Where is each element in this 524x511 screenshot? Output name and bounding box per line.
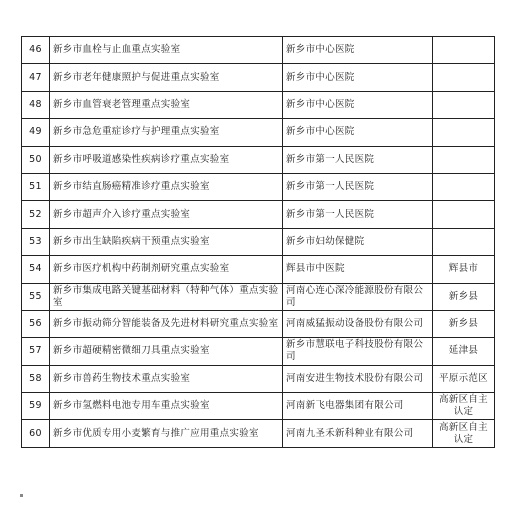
lab-name: 新乡市集成电路关键基础材料（特种气体）重点实验室 [50,283,283,310]
table-row [22,393,495,420]
host-organization: 河南威猛振动设备股份有限公司 [283,310,433,337]
table-row [22,256,495,283]
row-number: 47 [22,64,50,91]
region [433,64,495,91]
table-row [22,365,495,392]
row-number: 50 [22,146,50,173]
page-dot [20,494,23,497]
row-number: 58 [22,365,50,392]
row-number: 48 [22,91,50,118]
host-organization: 新乡市第一人民医院 [283,173,433,200]
row-number: 59 [22,393,50,420]
lab-name: 新乡市超声介入诊疗重点实验室 [50,201,283,228]
region [433,228,495,255]
host-organization: 河南心连心深冷能源股份有限公司 [283,283,433,310]
region [433,37,495,64]
lab-name: 新乡市急危重症诊疗与护理重点实验室 [50,119,283,146]
host-organization: 新乡市第一人民医院 [283,146,433,173]
region: 新乡县 [433,283,495,310]
lab-name: 新乡市呼吸道感染性疾病诊疗重点实验室 [50,146,283,173]
table-body [22,37,495,448]
host-organization: 河南安进生物技术股份有限公司 [283,365,433,392]
region: 高新区自主认定 [433,420,495,447]
row-number: 46 [22,37,50,64]
table-row [22,37,495,64]
row-number: 49 [22,119,50,146]
region: 延津县 [433,338,495,365]
lab-name: 新乡市优质专用小麦繁育与推广应用重点实验室 [50,420,283,447]
region: 辉县市 [433,256,495,283]
row-number: 56 [22,310,50,337]
host-organization: 新乡市中心医院 [283,91,433,118]
region: 高新区自主认定 [433,393,495,420]
row-number: 55 [22,283,50,310]
host-organization: 新乡市妇幼保健院 [283,228,433,255]
table-row [22,420,495,447]
table-row [22,146,495,173]
table-row [22,310,495,337]
table-row [22,228,495,255]
host-organization: 辉县市中医院 [283,256,433,283]
lab-list-table [21,36,495,448]
region [433,201,495,228]
region: 新乡县 [433,310,495,337]
table-row [22,91,495,118]
region [433,119,495,146]
table-row [22,283,495,310]
host-organization: 新乡市慧联电子科技股份有限公司 [283,338,433,365]
host-organization: 河南九圣禾新科种业有限公司 [283,420,433,447]
lab-name: 新乡市氢燃料电池专用车重点实验室 [50,393,283,420]
host-organization: 新乡市中心医院 [283,64,433,91]
row-number: 57 [22,338,50,365]
lab-name: 新乡市结直肠癌精准诊疗重点实验室 [50,173,283,200]
row-number: 52 [22,201,50,228]
lab-name: 新乡市超硬精密微细刀具重点实验室 [50,338,283,365]
row-number: 60 [22,420,50,447]
region: 平原示范区 [433,365,495,392]
host-organization: 新乡市第一人民医院 [283,201,433,228]
lab-name: 新乡市兽药生物技术重点实验室 [50,365,283,392]
lab-name: 新乡市血管衰老管理重点实验室 [50,91,283,118]
host-organization: 河南新飞电器集团有限公司 [283,393,433,420]
table-row [22,64,495,91]
lab-name: 新乡市血栓与止血重点实验室 [50,37,283,64]
table-row [22,173,495,200]
lab-name: 新乡市老年健康照护与促进重点实验室 [50,64,283,91]
region [433,173,495,200]
table-row [22,338,495,365]
host-organization: 新乡市中心医院 [283,37,433,64]
region [433,146,495,173]
table-row [22,119,495,146]
table-row [22,201,495,228]
lab-name: 新乡市医疗机构中药制剂研究重点实验室 [50,256,283,283]
lab-name: 新乡市振动筛分智能装备及先进材料研究重点实验室 [50,310,283,337]
row-number: 53 [22,228,50,255]
lab-name: 新乡市出生缺陷疾病干预重点实验室 [50,228,283,255]
region [433,91,495,118]
row-number: 54 [22,256,50,283]
host-organization: 新乡市中心医院 [283,119,433,146]
row-number: 51 [22,173,50,200]
